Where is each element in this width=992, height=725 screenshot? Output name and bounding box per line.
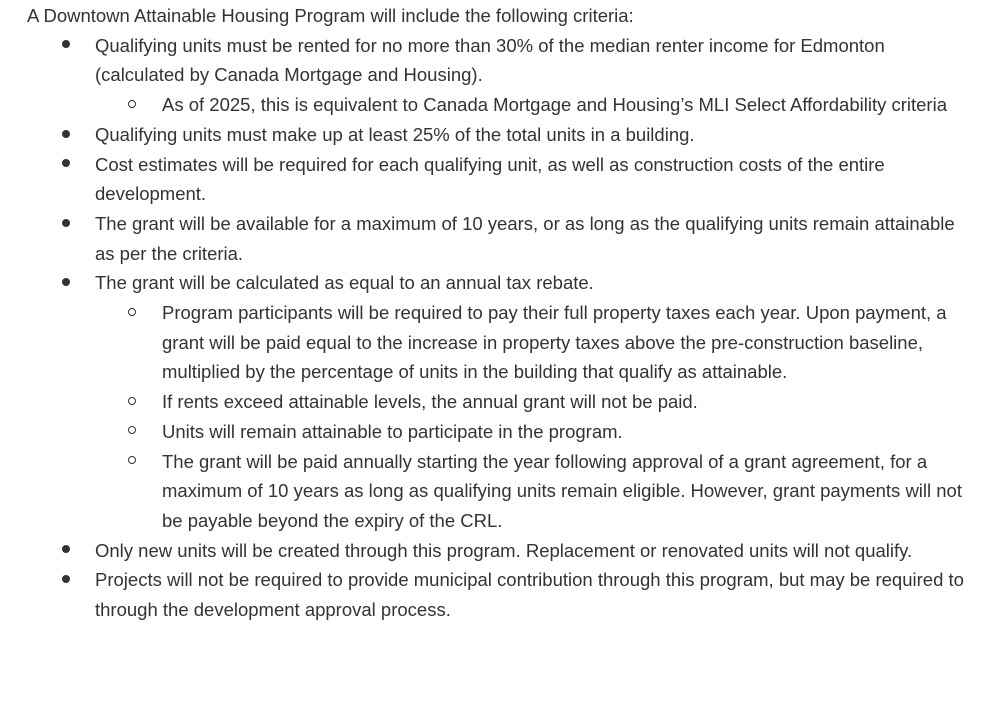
list-item-text: Qualifying units must be rented for no more than 30% of the median renter income for Edmonton (calculated by Canada Mortgage and Housing). — [95, 34, 885, 86]
list-item — [27, 120, 972, 150]
document-body — [27, 1, 972, 625]
circle-bullet-icon — [126, 90, 138, 120]
circle-bullet-icon — [126, 447, 138, 477]
sub-list-item-text: The grant will be paid annually starting the year following approval of a grant agreement, for a maximum of 10 years as long as qualifying units remain eligible. However, grant payments will not be payable beyond the expiry of the CRL. — [162, 450, 962, 531]
bullet-icon — [60, 536, 72, 566]
sub-list-item-text: As of 2025, this is equivalent to Canada Mortgage and Housing’s MLI Select Affordability criteria — [162, 94, 947, 116]
list-item — [27, 31, 972, 120]
circle-bullet-icon — [126, 417, 138, 447]
sub-list — [95, 90, 972, 120]
list-item-text: The grant will be available for a maximum of 10 years, or as long as the qualifying units remain attainable as per the criteria. — [95, 212, 955, 264]
criteria-list — [27, 31, 972, 625]
sub-list — [95, 298, 972, 536]
list-item — [27, 565, 972, 624]
bullet-icon — [60, 268, 72, 298]
sub-list-item — [95, 417, 972, 447]
bullet-icon — [60, 565, 72, 595]
sub-list-item — [95, 387, 972, 417]
list-item-text: Cost estimates will be required for each qualifying unit, as well as construction costs of the entire development. — [95, 153, 885, 205]
list-item — [27, 536, 972, 566]
bullet-icon — [60, 31, 72, 61]
sub-list-item-text: Units will remain attainable to participate in the program. — [162, 420, 623, 442]
list-item-text: Only new units will be created through this program. Replacement or renovated units will not qualify. — [95, 539, 913, 561]
sub-list-item-text: Program participants will be required to pay their full property taxes each year. Upon payment, a grant will be paid equal to the increase in property taxes above the pre-construction baseline, multiplied by the percentage of units in the building that qualify as attainable. — [162, 302, 947, 383]
list-item-text: Qualifying units must make up at least 25% of the total units in a building. — [95, 123, 695, 145]
list-item-text: Projects will not be required to provide municipal contribution through this program, but may be required to through the development approval process. — [95, 569, 964, 621]
list-item — [27, 209, 972, 268]
sub-list-item — [95, 447, 972, 536]
bullet-icon — [60, 120, 72, 150]
list-item — [27, 268, 972, 535]
list-item-text: The grant will be calculated as equal to an annual tax rebate. — [95, 272, 594, 294]
sub-list-item — [95, 90, 972, 120]
bullet-icon — [60, 209, 72, 239]
circle-bullet-icon — [126, 298, 138, 328]
circle-bullet-icon — [126, 387, 138, 417]
sub-list-item-text: If rents exceed attainable levels, the annual grant will not be paid. — [162, 391, 698, 413]
bullet-icon — [60, 150, 72, 180]
sub-list-item — [95, 298, 972, 387]
list-item — [27, 150, 972, 209]
intro-paragraph: A Downtown Attainable Housing Program will include the following criteria: — [27, 5, 634, 26]
